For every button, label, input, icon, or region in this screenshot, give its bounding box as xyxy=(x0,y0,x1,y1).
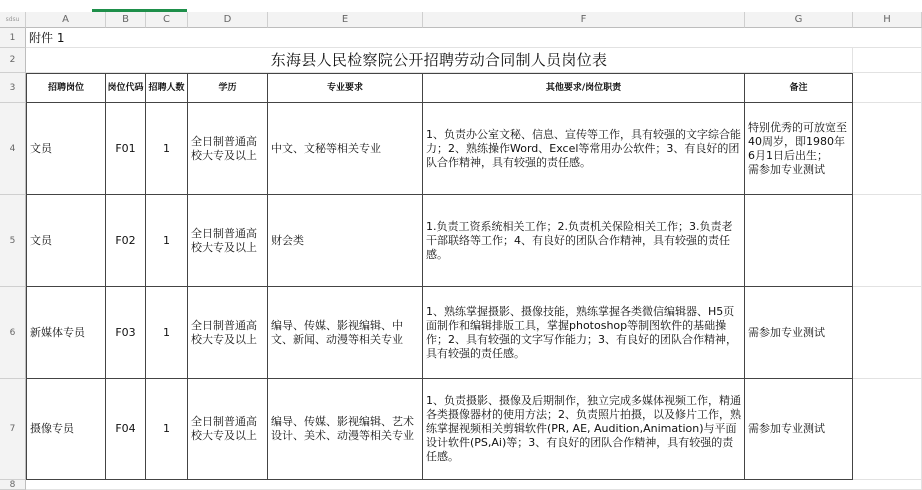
column-header-f[interactable]: F xyxy=(423,12,745,28)
attachment-label[interactable]: 附件 1 xyxy=(26,28,922,48)
cell-count[interactable]: 1 xyxy=(146,103,188,195)
column-header-e[interactable]: E xyxy=(268,12,423,28)
row-header-4[interactable]: 4 xyxy=(0,103,26,195)
header-remark[interactable]: 备注 xyxy=(745,73,853,103)
cell-major[interactable]: 中文、文秘等相关专业 xyxy=(268,103,423,195)
cell-remark[interactable] xyxy=(745,195,853,287)
cell-code[interactable]: F01 xyxy=(106,103,146,195)
header-duties[interactable]: 其他要求/岗位职责 xyxy=(423,73,745,103)
empty-cell[interactable] xyxy=(853,379,922,480)
row-header-8[interactable]: 8 xyxy=(0,480,26,490)
page-title[interactable]: 东海县人民检察院公开招聘劳动合同制人员岗位表 xyxy=(26,48,853,73)
cell-education[interactable]: 全日制普通高校大专及以上 xyxy=(188,195,268,287)
cell-duties[interactable]: 1.负责工资系统相关工作；2.负责机关保险相关工作；3.负责老干部联络等工作；4、有良好的团队合作精神，具有较强的责任感。 xyxy=(423,195,745,287)
cell-position[interactable]: 文员 xyxy=(26,195,106,287)
cell-position[interactable]: 新媒体专员 xyxy=(26,287,106,379)
cell-duties[interactable]: 1、负责办公室文秘、信息、宣传等工作，具有较强的文字综合能力；2、熟练操作Word、Excel等常用办公软件；3、有良好的团队合作精神，具有较强的责任感。 xyxy=(423,103,745,195)
column-header-g[interactable]: G xyxy=(745,12,853,28)
row-header-1[interactable]: 1 xyxy=(0,28,26,48)
header-count[interactable]: 招聘人数 xyxy=(146,73,188,103)
cell-position[interactable]: 文员 xyxy=(26,103,106,195)
cell-code[interactable]: F02 xyxy=(106,195,146,287)
row-header-6[interactable]: 6 xyxy=(0,287,26,379)
header-education[interactable]: 学历 xyxy=(188,73,268,103)
cell-count[interactable]: 1 xyxy=(146,379,188,480)
column-header-h[interactable]: H xyxy=(853,12,922,28)
empty-row[interactable] xyxy=(26,480,922,490)
cell-count[interactable]: 1 xyxy=(146,195,188,287)
column-header-d[interactable]: D xyxy=(188,12,268,28)
empty-cell[interactable] xyxy=(853,287,922,379)
empty-cell[interactable] xyxy=(853,48,922,73)
header-position[interactable]: 招聘岗位 xyxy=(26,73,106,103)
header-major[interactable]: 专业要求 xyxy=(268,73,423,103)
header-code[interactable]: 岗位代码 xyxy=(106,73,146,103)
cell-duties[interactable]: 1、熟练掌握摄影、摄像技能，熟练掌握各类微信编辑器、H5页面制作和编辑排版工具，掌握photoshop等制图软件的基础操作；2、具有较强的文字写作能力；3、有良好的团队合作精神，具有较强的责任感。 xyxy=(423,287,745,379)
cell-education[interactable]: 全日制普通高校大专及以上 xyxy=(188,379,268,480)
cell-education[interactable]: 全日制普通高校大专及以上 xyxy=(188,287,268,379)
cell-remark[interactable]: 特别优秀的可放宽至40周岁，即1980年6月1日后出生； 需参加专业测试 xyxy=(745,103,853,195)
column-header-b[interactable]: B xyxy=(106,12,146,28)
row-header-3[interactable]: 3 xyxy=(0,73,26,103)
cell-remark[interactable]: 需参加专业测试 xyxy=(745,379,853,480)
row-header-7[interactable]: 7 xyxy=(0,379,26,480)
empty-cell[interactable] xyxy=(853,103,922,195)
empty-cell[interactable] xyxy=(853,195,922,287)
cell-major[interactable]: 财会类 xyxy=(268,195,423,287)
cell-remark[interactable]: 需参加专业测试 xyxy=(745,287,853,379)
cell-major[interactable]: 编导、传媒、影视编辑、艺术设计、美术、动漫等相关专业 xyxy=(268,379,423,480)
cell-position[interactable]: 摄像专员 xyxy=(26,379,106,480)
column-header-a[interactable]: A xyxy=(26,12,106,28)
row-header-5[interactable]: 5 xyxy=(0,195,26,287)
select-all-corner[interactable]: sdsu xyxy=(0,12,26,28)
column-header-c[interactable]: C xyxy=(146,12,188,28)
cell-education[interactable]: 全日制普通高校大专及以上 xyxy=(188,103,268,195)
cell-code[interactable]: F04 xyxy=(106,379,146,480)
cell-count[interactable]: 1 xyxy=(146,287,188,379)
row-header-2[interactable]: 2 xyxy=(0,48,26,73)
cell-code[interactable]: F03 xyxy=(106,287,146,379)
cell-duties[interactable]: 1、负责摄影、摄像及后期制作，独立完成多媒体视频工作，精通各类摄像器材的使用方法；2、负责照片拍摄，以及修片工作，熟练掌握视频相关剪辑软件(PR, AE, Audition,Animation)与平面设计软件(PS,Ai)等；3、有良好的团队合作精神，具有较强的责任感。 xyxy=(423,379,745,480)
cell-major[interactable]: 编导、传媒、影视编辑、中文、新闻、动漫等相关专业 xyxy=(268,287,423,379)
empty-cell[interactable] xyxy=(853,73,922,103)
